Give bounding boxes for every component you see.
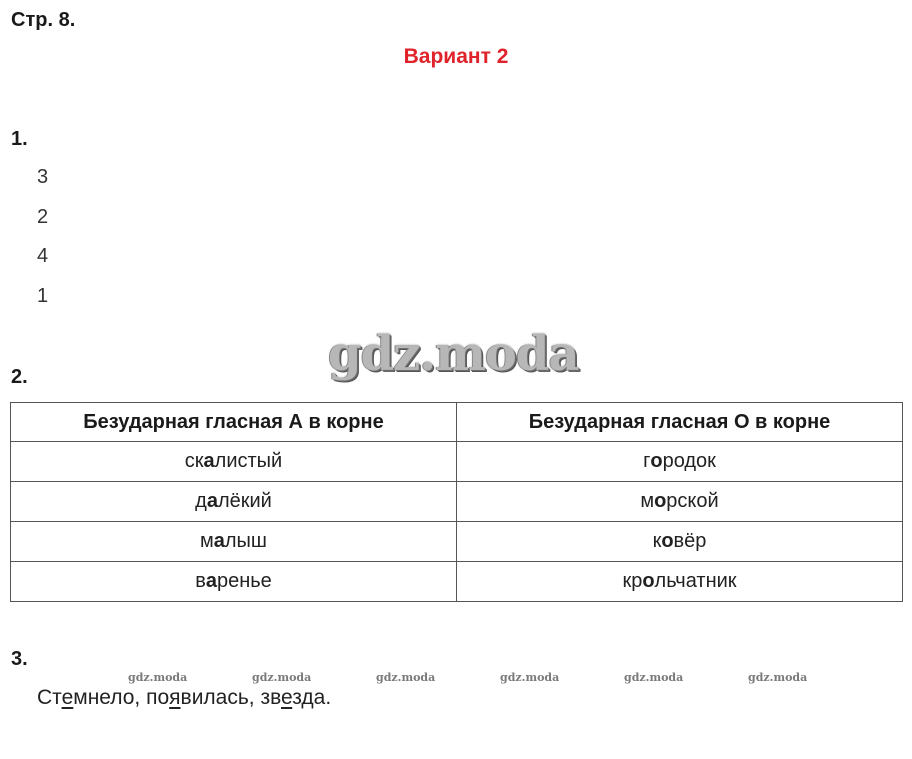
- underlined-vowel: е: [61, 686, 74, 709]
- watermark-small: gdz.moda: [748, 671, 808, 684]
- word-cell-a: скалистый: [11, 442, 457, 482]
- watermark-small: gdz.moda: [500, 671, 560, 684]
- task1-answer: 3: [37, 166, 49, 188]
- task2-number: 2.: [11, 366, 28, 388]
- vowel-table: [10, 402, 903, 602]
- task3-sentence: Стемнело, появилась, звезда.: [37, 686, 332, 709]
- underlined-vowel: я: [169, 686, 181, 709]
- task1-number: 1.: [11, 128, 28, 150]
- table-row: [11, 562, 903, 602]
- watermark-logo: gdz.moda: [328, 326, 579, 382]
- watermark-small: gdz.moda: [376, 671, 436, 684]
- page-reference: Стр. 8.: [11, 9, 76, 31]
- table-header-row: [11, 403, 903, 442]
- word-cell-a: малыш: [11, 522, 457, 562]
- task3-number: 3.: [11, 648, 28, 670]
- word-cell-a: варенье: [11, 562, 457, 602]
- word-cell-o: городок: [457, 442, 903, 482]
- vowel-table-container: [10, 402, 903, 602]
- watermark-small: gdz.moda: [624, 671, 684, 684]
- word-cell-o: морской: [457, 482, 903, 522]
- watermark-small: gdz.moda: [128, 671, 188, 684]
- task1-answer: 2: [37, 205, 49, 228]
- underlined-vowel: е: [281, 686, 293, 709]
- watermark-strip: [0, 671, 912, 685]
- table-row: [11, 522, 903, 562]
- variant-title: Вариант 2: [403, 45, 509, 68]
- word-cell-a: далёкий: [11, 482, 457, 522]
- task1-answer-list: [37, 164, 48, 322]
- table-row: [11, 482, 903, 522]
- task1-answer: 1: [37, 284, 49, 307]
- header-vowel-o: Безударная гласная О в корне: [457, 403, 903, 442]
- word-cell-o: ковёр: [457, 522, 903, 562]
- task1-answer: 4: [37, 245, 49, 267]
- watermark-small: gdz.moda: [252, 671, 312, 684]
- table-row: [11, 442, 903, 482]
- header-vowel-a: Безударная гласная А в корне: [11, 403, 457, 442]
- word-cell-o: крольчатник: [457, 562, 903, 602]
